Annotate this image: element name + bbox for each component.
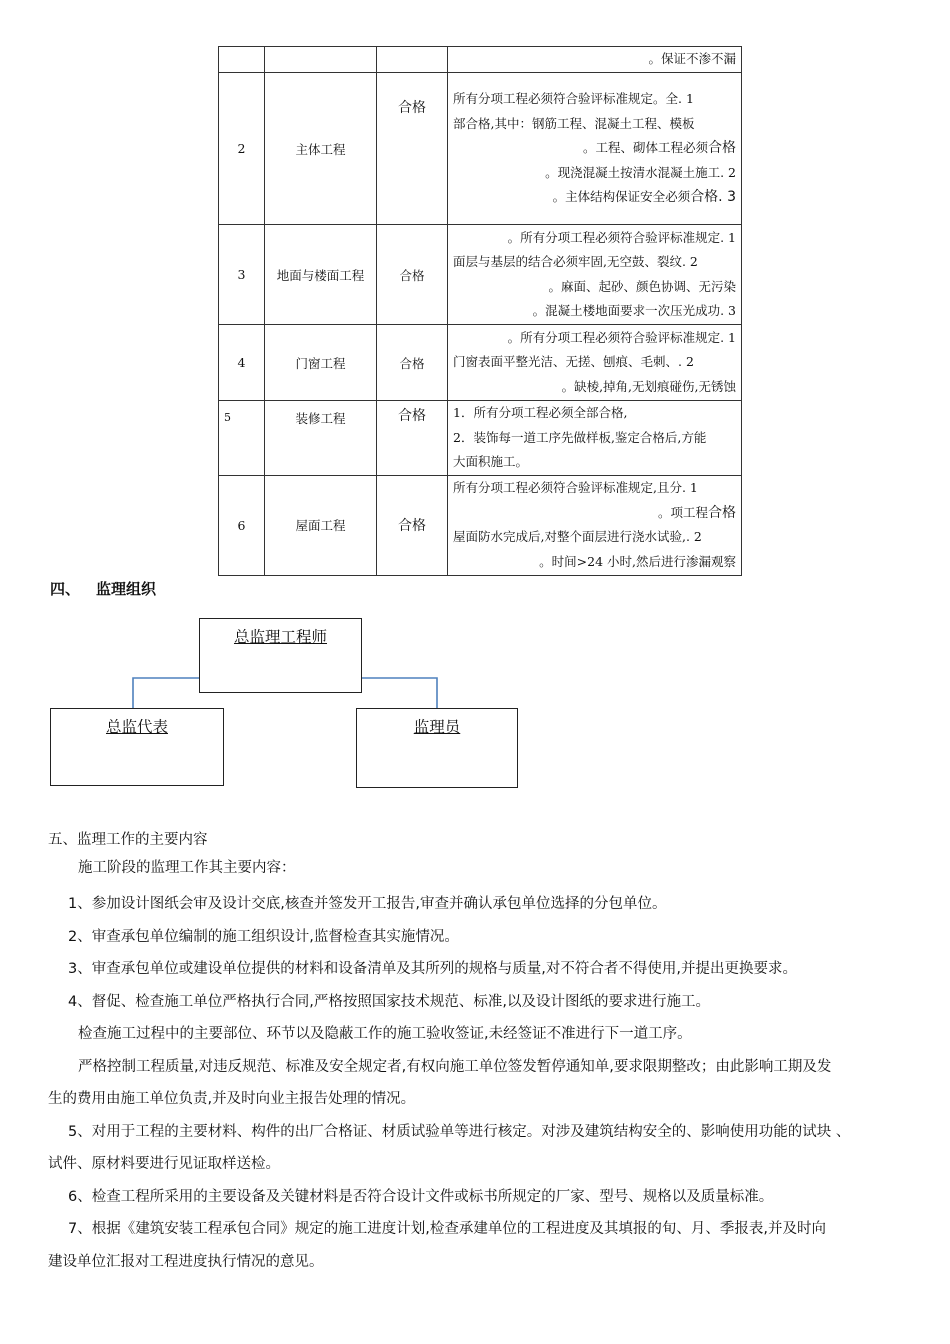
org-label: 总监理工程师	[233, 628, 327, 646]
list-item: 试件、原材料要进行见证取样送检。	[48, 1156, 280, 1172]
desc-line: 。缺棱,掉角,无划痕碰伤,无锈蚀	[561, 378, 736, 394]
org-box-chief-engineer	[199, 618, 362, 693]
list-item: 2、审查承包单位编制的施工组织设计,监督检查其实施情况。	[68, 928, 459, 945]
org-label: 监理员	[413, 718, 461, 736]
org-box-inspector	[356, 708, 518, 788]
desc-line: 部合格,其中：钢筋工程、混凝土工程、模板	[453, 115, 695, 131]
desc-line: 门窗表面平整光洁、无搓、刨痕、毛刺、. 2	[453, 354, 694, 370]
cell-no: 5	[219, 401, 265, 476]
cell-no: 6	[219, 475, 265, 575]
desc-line: 。保证不渗不漏	[648, 51, 736, 67]
cell-no: 4	[219, 325, 265, 401]
cell-name: 装修工程	[265, 401, 377, 476]
list-item: 3、审查承包单位或建设单位提供的材料和设备清单及其所列的规格与质量,对不符合者不得使用,并提出更换要求。	[68, 961, 797, 977]
section-5	[48, 826, 914, 1278]
desc-line: 。麻面、起砂、颜色协调、无污染	[548, 278, 736, 294]
list-item: 7、根据《建筑安装工程承包合同》规定的施工进度计划,检查承建单位的工程进度及其填报的旬、月、季报表,并及时向	[68, 1221, 826, 1237]
desc-line: 屋面防水完成后,对整个面层进行浇水试验,. 2	[453, 529, 702, 544]
desc-line: 。所有分项工程必须符合验评标准规定. 1	[507, 329, 736, 345]
org-label: 总监代表	[105, 718, 168, 736]
cell-no: 3	[219, 225, 265, 325]
desc-line: 2．装饰每一道工序先做样板,鉴定合格后,方能	[453, 429, 707, 445]
paragraph: 生的费用由施工单位负责,并及时向业主报告处理的情况。	[48, 1091, 416, 1107]
cell-name: 门窗工程	[265, 325, 377, 401]
desc-line: 。现浇混凝土按清水混凝土施工. 2	[545, 164, 736, 180]
desc-line: 1．所有分项工程必须全部合格,	[453, 405, 628, 420]
desc-line: 。所有分项工程必须符合验评标准规定. 1	[507, 229, 736, 245]
cell-name: 屋面工程	[265, 475, 377, 575]
desc-line: 所有分项工程必须符合验评标准规定,且分. 1	[453, 480, 698, 495]
paragraph: 施工阶段的监理工作其主要内容：	[78, 860, 296, 876]
paragraph: 检查施工过程中的主要部位、环节以及隐蔽工作的施工验收签证,未经签证不准进行下一道工序。	[78, 1026, 692, 1042]
org-box-deputy	[50, 708, 224, 786]
desc-line: 。项工程合格	[657, 504, 736, 521]
cell-result: 合格	[377, 475, 448, 575]
section-title: 监理组织	[96, 580, 157, 598]
list-item: 6、检查工程所采用的主要设备及关键材料是否符合设计文件或标书所规定的厂家、型号、规格以及质量标准。	[68, 1188, 774, 1205]
list-item: 5、对用于工程的主要材料、构件的出厂合格证、材质试验单等进行核定。对涉及建筑结构安全的、影响使用功能的试块 、	[68, 1123, 851, 1140]
cell-result: 合格	[377, 73, 448, 225]
paragraph: 严格控制工程质量,对违反规范、标准及安全规定者,有权向施工单位签发暂停通知单,要求限期整改；由此影响工期及发	[78, 1058, 832, 1075]
list-item: 1、参加设计图纸会审及设计交底,核查并签发开工报告,审查并确认承包单位选择的分包单位。	[68, 896, 667, 912]
desc-line: 。工程、砌体工程必须合格	[582, 140, 736, 157]
desc-line: 大面积施工。	[453, 454, 529, 469]
cell-name: 地面与楼面工程	[265, 225, 377, 325]
list-item: 建设单位汇报对工程进度执行情况的意见。	[48, 1253, 324, 1270]
desc-line: 所有分项工程必须符合验评标准规定。全. 1	[453, 91, 694, 107]
list-item: 4、督促、检查施工单位严格执行合同,严格按照国家技术规范、标准,以及设计图纸的要求进行施工。	[68, 993, 710, 1010]
cell-name: 主体工程	[265, 73, 377, 225]
section-number: 四、	[50, 580, 81, 598]
cell-result: 合格	[377, 325, 448, 401]
desc-line: 。混凝土楼地面要求一次压光成功. 3	[532, 303, 736, 318]
desc-line: 。时间>24 小时,然后进行渗漏观察	[539, 553, 736, 569]
cell-result: 合格	[377, 225, 448, 325]
desc-line: 。主体结构保证安全必须合格. 3	[552, 189, 736, 206]
cell-result: 合格	[377, 401, 448, 476]
cell-no: 2	[219, 73, 265, 225]
section-5-heading: 五、监理工作的主要内容	[48, 832, 208, 848]
desc-line: 面层与基层的结合必须牢固,无空鼓、裂纹. 2	[453, 254, 698, 269]
